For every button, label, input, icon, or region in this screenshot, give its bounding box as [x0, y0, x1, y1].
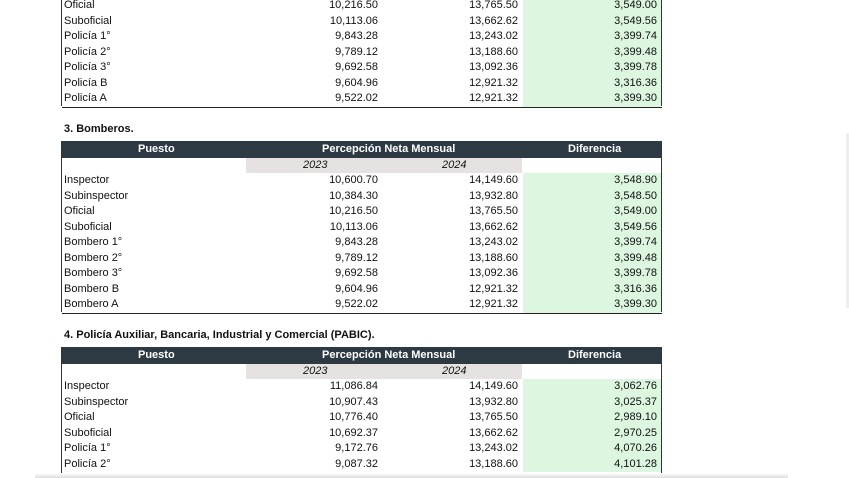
cell-diferencia: 3,548.90	[614, 174, 657, 186]
cell-2023: 9,789.12	[335, 251, 378, 264]
table-row	[62, 91, 662, 107]
cell-2023: 10,907.43	[329, 395, 378, 408]
table-bottom-border	[62, 313, 662, 314]
header-diferencia: Diferencia	[568, 143, 622, 155]
cell-diferencia: 4,070.26	[614, 442, 657, 454]
cell-diferencia: 3,025.37	[614, 395, 657, 408]
cell-diferencia: 3,399.74	[614, 30, 657, 42]
cell-2024: 13,765.50	[469, 205, 518, 217]
cell-2023: 9,843.28	[335, 30, 378, 42]
cell-2024: 12,921.32	[469, 92, 518, 104]
year-header-row	[62, 364, 662, 379]
table-row	[62, 251, 662, 267]
header-percepcion: Percepción Neta Mensual	[322, 143, 456, 155]
cell-2023: 10,113.06	[329, 14, 378, 27]
cell-diferencia: 3,062.76	[614, 380, 657, 392]
cell-2024: 13,243.02	[469, 236, 518, 248]
table-row	[62, 204, 662, 220]
cell-puesto: Subinspector	[64, 395, 129, 408]
table-row	[62, 457, 662, 473]
cell-2024: 13,243.02	[469, 442, 518, 454]
cell-diferencia: 3,399.78	[614, 267, 657, 279]
cell-puesto: Policía B	[64, 76, 108, 89]
cell-2023: 10,600.70	[329, 174, 378, 186]
year-2023: 2023	[303, 365, 328, 377]
header-puesto: Puesto	[138, 349, 175, 361]
cell-puesto: Inspector	[64, 380, 110, 392]
cell-2023: 10,216.50	[329, 0, 378, 11]
cell-puesto: Bombero 2°	[64, 251, 123, 264]
cell-puesto: Policía 2°	[64, 45, 111, 58]
cell-diferencia: 3,548.50	[614, 189, 657, 202]
cell-2024: 14,149.60	[469, 174, 518, 186]
cell-diferencia: 3,549.56	[614, 14, 657, 27]
cell-2024: 12,921.32	[469, 76, 518, 89]
year-header-row	[62, 158, 662, 173]
cell-2024: 13,092.36	[469, 61, 518, 73]
cell-2024: 14,149.60	[469, 380, 518, 392]
table-row	[62, 379, 662, 395]
cell-puesto: Oficial	[64, 411, 95, 423]
cell-2024: 13,092.36	[469, 267, 518, 279]
cell-diferencia: 3,399.30	[614, 298, 657, 310]
year-2024: 2024	[442, 365, 467, 377]
cell-2024: 13,662.62	[469, 220, 518, 233]
cell-2023: 9,604.96	[335, 76, 378, 89]
cell-2024: 12,921.32	[469, 282, 518, 295]
cell-2023: 11,086.84	[329, 380, 378, 392]
cell-2024: 13,188.60	[469, 457, 518, 470]
header-diferencia: Diferencia	[568, 349, 622, 361]
cell-puesto: Oficial	[64, 205, 95, 217]
cell-2024: 13,662.62	[469, 14, 518, 27]
cell-puesto: Bombero B	[64, 282, 120, 295]
table-header	[62, 347, 662, 364]
cell-puesto: Bombero 3°	[64, 267, 123, 279]
cell-2023: 9,692.58	[335, 61, 378, 73]
cell-diferencia: 3,399.30	[614, 92, 657, 104]
cell-diferencia: 2,989.10	[614, 411, 657, 423]
cell-puesto: Policía 1°	[64, 30, 111, 42]
section-title-pabic: 4. Policía Auxiliar, Bancaria, Industrial y Comercial (PABIC).	[64, 329, 375, 341]
cell-2023: 9,692.58	[335, 267, 378, 279]
cell-2023: 9,789.12	[335, 45, 378, 58]
page-bottom-edge	[35, 473, 788, 478]
cell-2023: 10,113.06	[329, 220, 378, 233]
cell-2023: 10,692.37	[329, 426, 378, 439]
cell-puesto: Bombero 1°	[64, 236, 123, 248]
cell-puesto: Policía 2°	[64, 457, 111, 470]
year-2023: 2023	[303, 159, 328, 171]
cell-diferencia: 3,316.36	[614, 282, 657, 295]
table-row	[62, 29, 662, 45]
table-policia-continued	[62, 0, 662, 108]
table-row	[62, 189, 662, 205]
cell-diferencia: 3,316.36	[614, 76, 657, 89]
year-2024: 2024	[442, 159, 467, 171]
cell-2023: 10,384.30	[329, 189, 378, 202]
cell-2023: 9,522.02	[335, 92, 378, 104]
cell-2024: 13,932.80	[469, 395, 518, 408]
cell-diferencia: 3,549.00	[614, 0, 657, 11]
cell-2023: 9,604.96	[335, 282, 378, 295]
cell-2023: 10,776.40	[329, 411, 378, 423]
table-bottom-border	[62, 107, 662, 108]
table-row	[62, 410, 662, 426]
cell-puesto: Suboficial	[64, 14, 112, 27]
cell-puesto: Inspector	[64, 174, 110, 186]
table-row	[62, 173, 662, 189]
cell-2024: 12,921.32	[469, 298, 518, 310]
table-row	[62, 297, 662, 313]
cell-diferencia: 3,399.78	[614, 61, 657, 73]
cell-2023: 10,216.50	[329, 205, 378, 217]
section-title-bomberos: 3. Bomberos.	[64, 123, 134, 135]
table-row	[62, 282, 662, 298]
table-bomberos	[62, 141, 662, 314]
cell-puesto: Policía A	[64, 92, 107, 104]
cell-puesto: Policía 3°	[64, 61, 111, 73]
table-row	[62, 45, 662, 61]
cell-diferencia: 3,399.48	[614, 251, 657, 264]
table-row	[62, 266, 662, 282]
header-percepcion: Percepción Neta Mensual	[322, 349, 456, 361]
cell-diferencia: 4,101.28	[614, 457, 657, 470]
cell-2023: 9,172.76	[335, 442, 378, 454]
table-row	[62, 220, 662, 236]
cell-2023: 9,522.02	[335, 298, 378, 310]
table-body	[62, 173, 662, 314]
cell-2024: 13,188.60	[469, 45, 518, 58]
cell-diferencia: 3,549.56	[614, 220, 657, 233]
table-row	[62, 441, 662, 457]
cell-2024: 13,765.50	[469, 411, 518, 423]
cell-2024: 13,932.80	[469, 189, 518, 202]
table-body	[62, 379, 662, 472]
table-header	[62, 141, 662, 158]
cell-diferencia: 3,549.00	[614, 205, 657, 217]
table-row	[62, 235, 662, 251]
table-row	[62, 76, 662, 92]
cell-puesto: Policía 1°	[64, 442, 111, 454]
cell-2024: 13,243.02	[469, 30, 518, 42]
cell-2023: 9,087.32	[335, 457, 378, 470]
cell-2024: 13,662.62	[469, 426, 518, 439]
cell-puesto: Bombero A	[64, 298, 119, 310]
table-row	[62, 14, 662, 30]
header-puesto: Puesto	[138, 143, 175, 155]
cell-2024: 13,765.50	[469, 0, 518, 11]
cell-puesto: Subinspector	[64, 189, 129, 202]
cell-diferencia: 2,970.25	[614, 426, 657, 439]
table-row	[62, 60, 662, 76]
cell-puesto: Suboficial	[64, 426, 112, 439]
cell-2024: 13,188.60	[469, 251, 518, 264]
table-row	[62, 395, 662, 411]
cell-diferencia: 3,399.74	[614, 236, 657, 248]
cell-2023: 9,843.28	[335, 236, 378, 248]
table-pabic	[62, 347, 662, 472]
cell-puesto: Oficial	[64, 0, 95, 11]
cell-puesto: Suboficial	[64, 220, 112, 233]
table-row	[62, 426, 662, 442]
cell-diferencia: 3,399.48	[614, 45, 657, 58]
table-row	[62, 0, 662, 14]
